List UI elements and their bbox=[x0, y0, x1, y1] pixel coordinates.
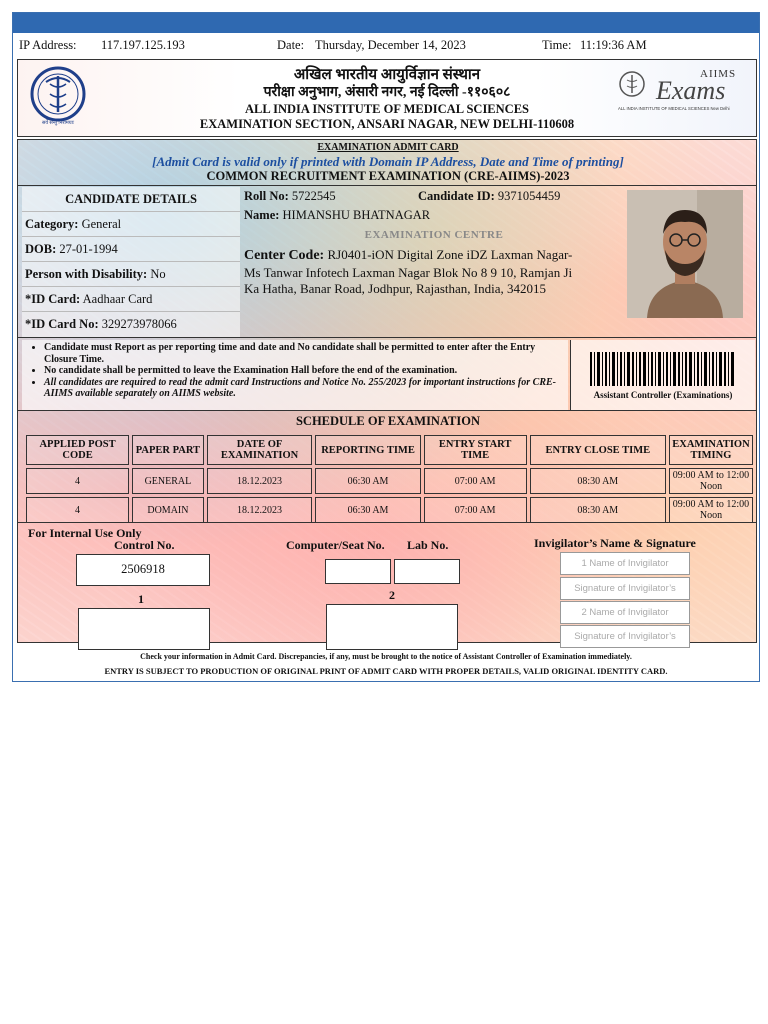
schedule-title: SCHEDULE OF EXAMINATION bbox=[295, 414, 481, 428]
footer-warning: ENTRY IS SUBJECT TO PRODUCTION OF ORIGINAL PRINT OF ADMIT CARD WITH PROPER DETAILS, VALID ORIGINAL IDENTITY CARD. bbox=[104, 666, 668, 676]
dob-row bbox=[22, 237, 240, 262]
roll-value: 5722545 bbox=[291, 189, 336, 203]
footer-note: Check your information in Admit Card. Discrepancies, if any, must be brought to the notice of Assistant Controller of Examination immediately. bbox=[140, 652, 632, 661]
box1-field[interactable] bbox=[78, 608, 210, 650]
table-cell: GENERAL bbox=[132, 468, 204, 494]
divider bbox=[18, 185, 756, 186]
emblem-caption: सर्वे सन्तु निरामयाः bbox=[41, 121, 75, 126]
table-row bbox=[26, 497, 753, 523]
instruction-item: • No candidate shall be permitted to leave the Examination Hall before the end of the examination. bbox=[44, 365, 568, 377]
logo-caption: ALL INDIA INSTITUTE OF MEDICAL SCIENCES New Delhi bbox=[618, 106, 730, 111]
dob-value: 27-01-1994 bbox=[59, 242, 118, 256]
ip-value: 117.197.125.193 bbox=[101, 38, 185, 52]
column-header: PAPER PART bbox=[132, 435, 204, 465]
schedule-header-row bbox=[26, 435, 753, 465]
divider bbox=[18, 337, 756, 338]
center-code-label: Center Code: bbox=[244, 248, 325, 263]
internal-use-label: For Internal Use Only bbox=[28, 526, 142, 540]
lab-no-label: Lab No. bbox=[407, 538, 449, 552]
validity-note: [Admit Card is valid only if printed with Domain IP Address, Date and Time of printing] bbox=[152, 154, 624, 169]
pwd-value: No bbox=[150, 267, 166, 281]
centre-heading: EXAMINATION CENTRE bbox=[364, 229, 504, 241]
table-cell: 09:00 AM to 12:00 Noon bbox=[669, 468, 753, 494]
date-label: Date: bbox=[277, 38, 305, 52]
seat-no-field[interactable] bbox=[325, 559, 391, 584]
table-cell: 4 bbox=[26, 497, 129, 523]
divider bbox=[18, 522, 756, 523]
seat-no-label: Computer/Seat No. bbox=[286, 538, 385, 552]
ip-label: IP Address: bbox=[19, 38, 77, 52]
admit-card-title: EXAMINATION ADMIT CARD bbox=[317, 142, 459, 153]
roll-label: Roll No: bbox=[244, 189, 289, 203]
centre-address-line1: RJ0401-iON Digital Zone iDZ Laxman Nagar- bbox=[327, 247, 573, 262]
instruction-item: • All candidates are required to read the admit card Instructions and Notice No. 255/2023 for important instructions for CRE-AIIMS available separately on AIIMS website. bbox=[44, 377, 568, 400]
english-subtitle: EXAMINATION SECTION, ANSARI NAGAR, NEW DELHI-110608 bbox=[199, 117, 575, 131]
column-header: APPLIED POST CODE bbox=[26, 435, 129, 465]
invigilator1-name-field[interactable]: 1 Name of Invigilator bbox=[560, 552, 690, 575]
box2-label: 2 bbox=[389, 588, 395, 602]
time-value: 11:19:36 AM bbox=[580, 38, 647, 52]
admit-card bbox=[12, 12, 760, 682]
hindi-title: अखिल भारतीय आयुर्विज्ञान संस्थान bbox=[293, 67, 481, 83]
admit-card-body bbox=[17, 139, 757, 643]
signatory-label: Assistant Controller (Examinations) bbox=[593, 390, 733, 400]
table-cell: 06:30 AM bbox=[315, 497, 420, 523]
table-cell: 18.12.2023 bbox=[207, 468, 313, 494]
table-cell: 18.12.2023 bbox=[207, 497, 313, 523]
column-header: REPORTING TIME bbox=[315, 435, 420, 465]
date-value: Thursday, December 14, 2023 bbox=[315, 38, 466, 52]
id-no-label: *ID Card No: bbox=[25, 317, 99, 331]
control-no-field: 2506918 bbox=[76, 554, 210, 586]
table-cell: 4 bbox=[26, 468, 129, 494]
lab-no-field[interactable] bbox=[394, 559, 460, 584]
column-header: ENTRY CLOSE TIME bbox=[530, 435, 666, 465]
table-cell: 08:30 AM bbox=[530, 468, 666, 494]
barcode-panel bbox=[570, 340, 755, 410]
schedule-table bbox=[23, 432, 756, 526]
candidate-photo bbox=[627, 190, 743, 318]
hindi-subtitle: परीक्षा अनुभाग, अंसारी नगर, नई दिल्ली -११०६०८ bbox=[263, 85, 511, 100]
instructions bbox=[22, 340, 568, 410]
barcode-icon bbox=[590, 352, 736, 386]
table-cell: DOMAIN bbox=[132, 497, 204, 523]
invigilator2-name-field[interactable]: 2 Name of Invigilator bbox=[560, 601, 690, 624]
candidate-id-label: Candidate ID: bbox=[418, 189, 495, 203]
column-header: DATE OF EXAMINATION bbox=[207, 435, 313, 465]
time-label: Time: bbox=[542, 38, 572, 52]
aiims-logo-text: AIIMS bbox=[700, 68, 737, 80]
table-cell: 07:00 AM bbox=[424, 468, 527, 494]
institute-header bbox=[17, 59, 757, 137]
english-title: ALL INDIA INSTITUTE OF MEDICAL SCIENCES bbox=[245, 102, 529, 116]
table-cell: 07:00 AM bbox=[424, 497, 527, 523]
table-cell: 09:00 AM to 12:00 Noon bbox=[669, 497, 753, 523]
id-no-row bbox=[22, 312, 240, 337]
exam-name: COMMON RECRUITMENT EXAMINATION (CRE-AIIMS)-2023 bbox=[206, 169, 570, 183]
exams-logo-text: Exams bbox=[656, 76, 726, 105]
divider bbox=[18, 410, 756, 411]
id-card-label: *ID Card: bbox=[25, 292, 81, 306]
box1-label: 1 bbox=[138, 592, 144, 606]
pwd-row bbox=[22, 262, 240, 287]
invigilator2-signature-field[interactable]: Signature of Invigilator’s bbox=[560, 625, 690, 648]
control-no-label: Control No. bbox=[114, 538, 175, 552]
top-bar bbox=[13, 13, 759, 33]
candidate-details-heading: CANDIDATE DETAILS bbox=[22, 187, 240, 212]
candidate-id-value: 9371054459 bbox=[497, 189, 561, 203]
centre-address-line3: Ka Hatha, Banar Road, Jodhpur, Rajasthan, India, 342015 bbox=[244, 281, 547, 296]
print-info-row bbox=[13, 35, 759, 57]
id-no-value: 329273978066 bbox=[101, 317, 177, 331]
id-card-value: Aadhaar Card bbox=[82, 292, 153, 306]
column-header: ENTRY START TIME bbox=[424, 435, 527, 465]
category-row bbox=[22, 212, 240, 237]
name-value: HIMANSHU BHATNAGAR bbox=[282, 208, 431, 222]
category-label: Category: bbox=[25, 217, 79, 231]
table-cell: 08:30 AM bbox=[530, 497, 666, 523]
name-label: Name: bbox=[244, 208, 280, 222]
table-row bbox=[26, 468, 753, 494]
centre-address-line2: Ms Tanwar Infotech Laxman Nagar Blok No 8 9 10, Ramjan Ji bbox=[244, 265, 573, 280]
candidate-centre-info bbox=[244, 187, 624, 337]
dob-label: DOB: bbox=[25, 242, 57, 256]
id-card-row bbox=[22, 287, 240, 312]
instruction-item: • Candidate must Report as per reporting time and date and No candidate shall be permitted to enter after the Entry Closure Time. bbox=[44, 342, 568, 365]
internal-use-section bbox=[22, 526, 752, 656]
aiims-exams-logo bbox=[618, 68, 750, 118]
category-value: General bbox=[81, 217, 122, 231]
pwd-label: Person with Disability: bbox=[25, 267, 148, 281]
aiims-mini-emblem-icon bbox=[618, 70, 646, 98]
column-header: EXAMINATION TIMING bbox=[669, 435, 753, 465]
box2-field[interactable] bbox=[326, 604, 458, 650]
invigilator1-signature-field[interactable]: Signature of Invigilator’s bbox=[560, 577, 690, 600]
candidate-details bbox=[22, 187, 240, 337]
table-cell: 06:30 AM bbox=[315, 468, 420, 494]
invigilator-label: Invigilator’s Name & Signature bbox=[534, 536, 696, 550]
